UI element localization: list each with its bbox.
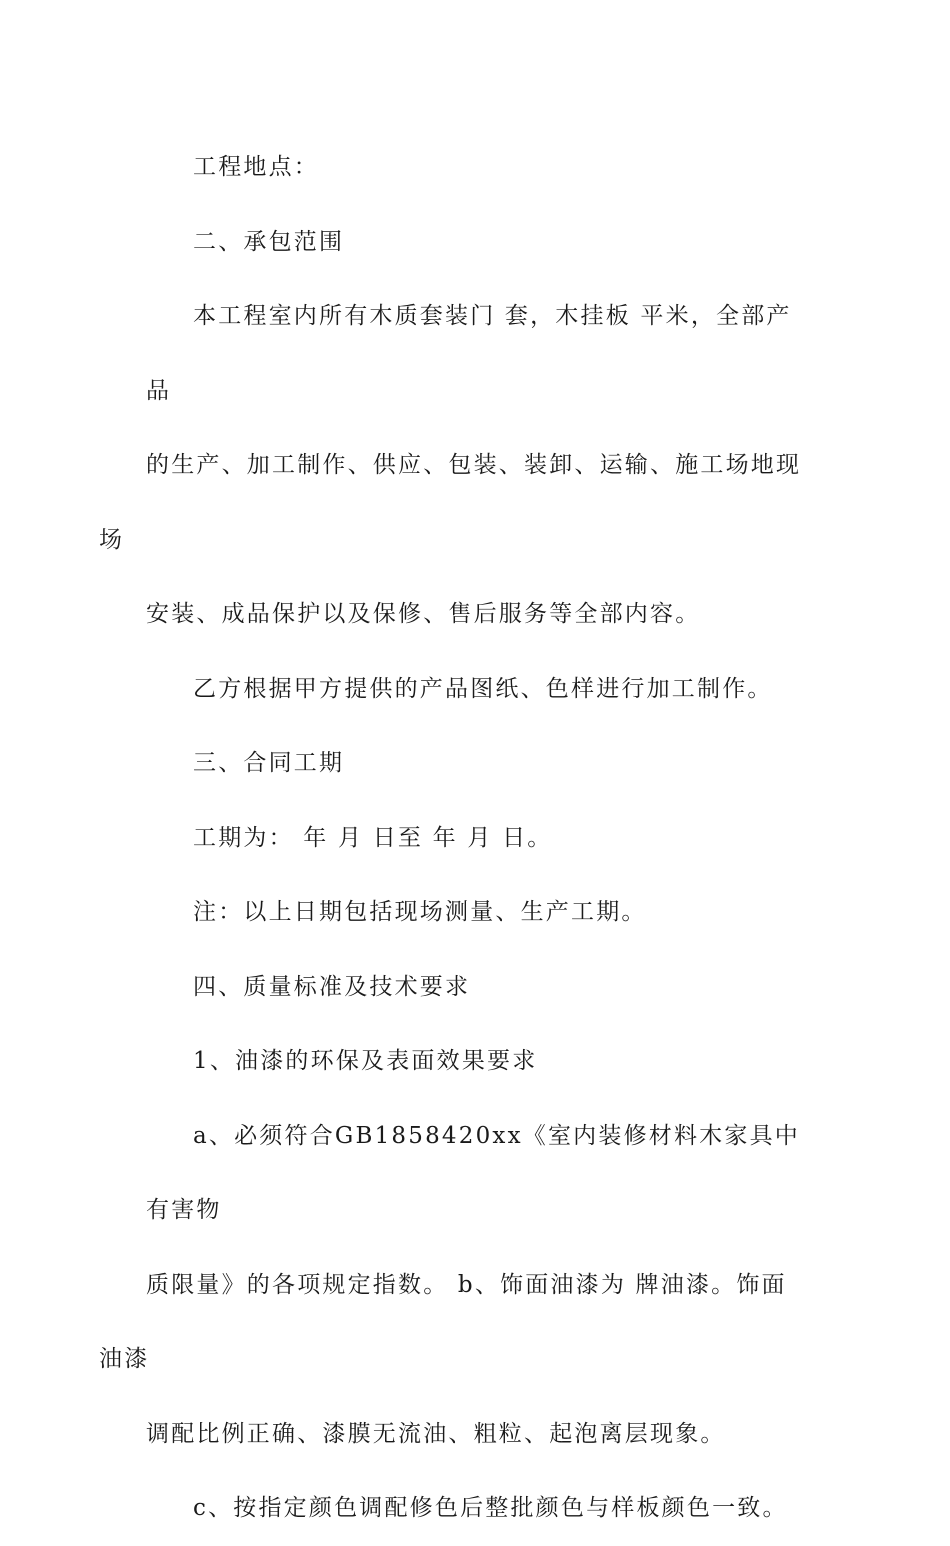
text-line: 质限量》的各项规定指数。 b、饰面油漆为 牌油漆。饰面油漆 (99, 1271, 787, 1372)
text-line: 本工程室内所有木质套装门 套，木挂板 平米，全部产品 (146, 303, 792, 404)
paragraph-color-matching (146, 1471, 806, 1546)
text-line: 调配比例正确、漆膜无流油、粗粒、起泡离层现象。 (146, 1420, 726, 1447)
heading-scope (146, 205, 806, 280)
text-line: c、按指定颜色调配修色后整批颜色与样板颜色一致。 (193, 1495, 788, 1521)
heading-contract-period (146, 726, 806, 801)
text-line: 1、油漆的环保及表面效果要求 (193, 1048, 538, 1074)
document-body (99, 130, 806, 1546)
text-line: a、必须符合GB1858420xx《室内装修材料木家具中有害物 (146, 1122, 800, 1223)
text-line: 二、承包范围 (193, 228, 345, 255)
text-line: 工期为： 年 月 日至 年 月 日。 (193, 824, 553, 851)
text-line: 的生产、加工制作、供应、包装、装卸、运输、施工场地现场 (99, 452, 802, 553)
text-line: 注：以上日期包括现场测量、生产工期。 (193, 899, 647, 925)
paragraph-paint-standard (99, 1099, 806, 1472)
paragraph-period-note (146, 875, 806, 950)
text-line: 四、质量标准及技术要求 (193, 973, 471, 1000)
paragraph-drawings (146, 652, 806, 727)
paragraph-scope-description (99, 279, 806, 652)
text-line: 三、合同工期 (193, 750, 345, 776)
text-line: 安装、成品保护以及保修、售后服务等全部内容。 (146, 601, 701, 627)
subheading-paint-requirements (146, 1024, 806, 1099)
text-line: 乙方根据甲方提供的产品图纸、色样进行加工制作。 (193, 675, 773, 702)
text-line: 工程地点： (193, 154, 319, 180)
heading-quality-standards (146, 950, 806, 1025)
paragraph-period-dates (146, 801, 806, 876)
paragraph-project-location (146, 130, 806, 205)
